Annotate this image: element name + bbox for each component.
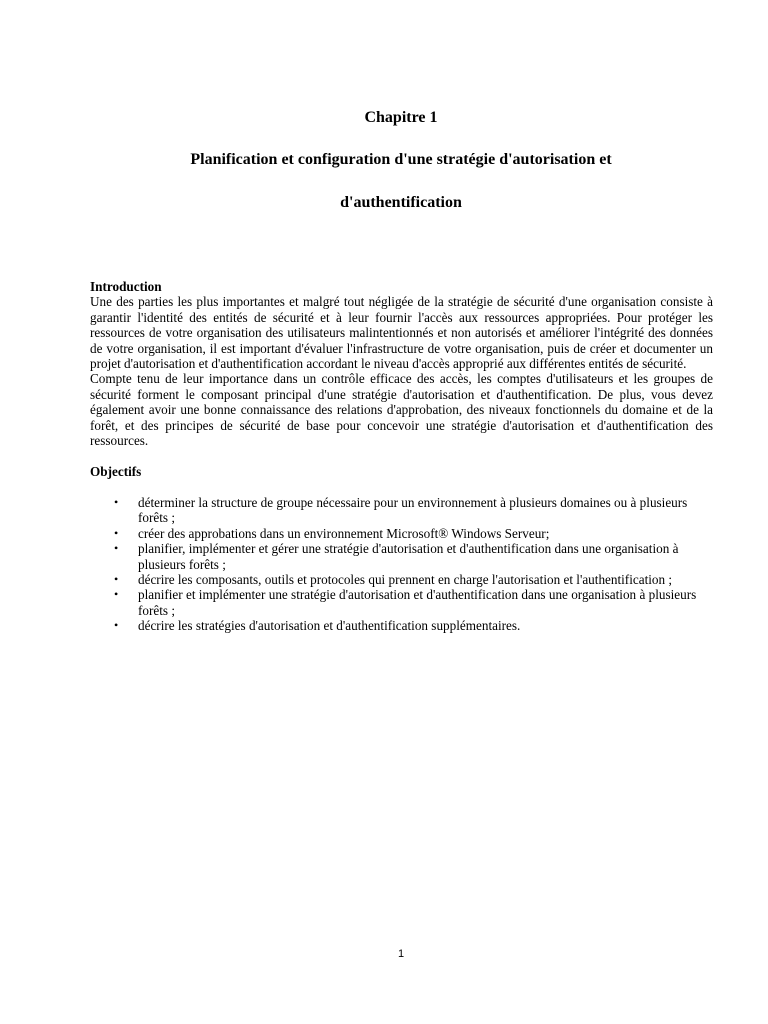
bullet-icon: • — [114, 525, 119, 540]
list-item — [90, 618, 713, 633]
bullet-icon: • — [114, 494, 119, 509]
list-item — [90, 526, 713, 541]
list-item-text: planifier, implémenter et gérer une stratégie d'autorisation et d'authentification dans une organisation à plusieurs forêts ; — [138, 541, 679, 572]
main-content — [90, 279, 713, 634]
list-item-text: déterminer la structure de groupe nécessaire pour un environnement à plusieurs domaines ou à plusieurs forêts ; — [138, 494, 688, 526]
bullet-icon: • — [114, 587, 119, 602]
list-item — [90, 541, 713, 572]
chapter-title-line-2: d'authentification — [340, 194, 462, 211]
bullet-icon: • — [114, 618, 119, 633]
introduction-paragraph-2: Compte tenu de leur importance dans un contrôle efficace des accès, les comptes d'utilisateurs et les groupes de sécurité forment le composant principal d'une stratégie d'autorisation et d'authentification. De plus, vous devez également avoir une bonne connaissance des relations d'approbation, des niveaux fonctionnels du domaine et de la forêt, et des principes de sécurité de base pour concevoir une stratégie d'autorisation et d'authentification des ressources. — [90, 371, 713, 449]
chapter-label: Chapitre 1 — [364, 109, 438, 126]
bullet-icon: • — [114, 571, 119, 586]
introduction-paragraph-1: Une des parties les plus importantes et malgré tout négligée de la stratégie de sécurité d'une organisation consiste à garantir l'identité des entités de sécurité et à leur fournir l'accès aux ressources appropriées. Pour protéger les ressources de votre organisation des utilisateurs malintentionnés et non autorisés et améliorer l'intégrité des données de votre organisation, il est important d'évaluer l'infrastructure de votre organisation, puis de créer et documenter un projet d'autorisation et d'authentification accordant le niveau d'accès approprié aux différentes entités de sécurité. — [90, 294, 713, 372]
list-item — [90, 572, 713, 587]
list-item-text: créer des approbations dans un environnement Microsoft® Windows Serveur; — [138, 525, 550, 541]
introduction-heading: Introduction — [90, 279, 162, 294]
objectives-list — [90, 495, 713, 634]
list-item — [90, 587, 713, 618]
bullet-icon: • — [114, 541, 119, 556]
page-number: 1 — [397, 948, 405, 960]
list-item-text: décrire les composants, outils et protocoles qui prennent en charge l'autorisation et l'authentification ; — [138, 571, 673, 587]
objectives-heading: Objectifs — [90, 464, 142, 480]
chapter-title-line-1: Planification et configuration d'une stratégie d'autorisation et — [190, 151, 612, 168]
list-item — [90, 495, 713, 526]
list-item-text: planifier et implémenter une stratégie d'autorisation et d'authentification dans une organisation à plusieurs forêts ; — [138, 587, 697, 618]
list-item-text: décrire les stratégies d'autorisation et d'authentification supplémentaires. — [138, 618, 521, 634]
